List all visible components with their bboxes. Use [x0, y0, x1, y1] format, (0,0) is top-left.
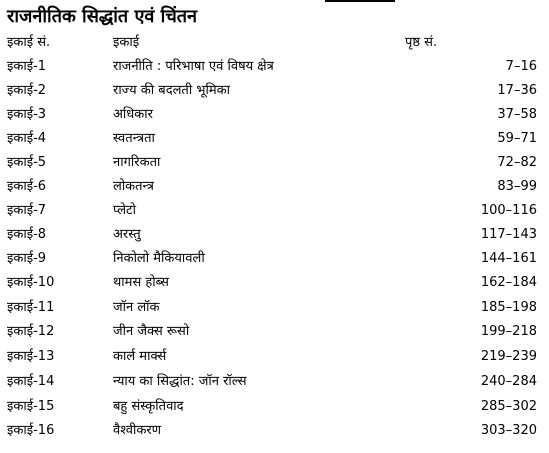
unit-title: कार्ल मार्क्स — [113, 349, 167, 364]
unit-title: अधिकार — [113, 107, 153, 122]
table-row — [0, 347, 549, 371]
page-range: 83–99 — [497, 179, 537, 194]
unit-number: इकाई-10 — [7, 275, 55, 290]
unit-number: इकाई-14 — [7, 374, 55, 389]
page-range: 199–218 — [480, 324, 537, 339]
unit-number: इकाई-8 — [7, 227, 47, 242]
unit-title: प्लेटो — [113, 203, 136, 218]
header-unit: इकाई — [113, 35, 140, 50]
unit-number: इकाई-3 — [7, 107, 47, 122]
page-range: 240–284 — [480, 374, 537, 389]
unit-number: इकाई-4 — [7, 131, 47, 146]
page-range: 59–71 — [497, 131, 537, 146]
table-row — [0, 372, 549, 396]
page-range: 117–143 — [480, 227, 537, 242]
top-rule — [325, 0, 395, 2]
unit-title: निकोलो मैकियावली — [113, 251, 205, 266]
table-row — [0, 81, 549, 105]
page-range: 144–161 — [480, 251, 537, 266]
table-row — [0, 129, 549, 153]
page-range: 17–36 — [497, 83, 537, 98]
unit-number: इकाई-15 — [7, 399, 55, 414]
unit-number: इकाई-16 — [7, 423, 55, 438]
unit-title: अरस्तु — [113, 227, 141, 242]
table-row — [0, 249, 549, 273]
table-row — [0, 57, 549, 81]
page-range: 162–184 — [480, 275, 537, 290]
unit-title: लोकतन्त्र — [113, 179, 154, 194]
page-range: 37–58 — [497, 107, 537, 122]
page-range: 100–116 — [480, 203, 537, 218]
unit-number: इकाई-9 — [7, 251, 47, 266]
unit-title: जॉन लॉक — [113, 300, 160, 315]
page-range: 285–302 — [480, 399, 537, 414]
table-row — [0, 153, 549, 177]
table-row — [0, 421, 549, 445]
unit-title: नागरिकता — [113, 155, 161, 170]
unit-title: स्वतन्त्रता — [113, 131, 155, 146]
page-range: 72–82 — [497, 155, 537, 170]
unit-number: इकाई-12 — [7, 324, 55, 339]
table-row — [0, 105, 549, 129]
unit-title: जीन जैक्स रूसो — [113, 324, 190, 339]
unit-title: राजनीति : परिभाषा एवं विषय क्षेत्र — [113, 59, 274, 74]
unit-title: बहु संस्कृतिवाद — [113, 399, 184, 414]
unit-title: थामस होब्स — [113, 275, 169, 290]
unit-title: राज्य की बदलती भूमिका — [113, 83, 230, 98]
unit-title: न्याय का सिद्धांत: जॉन रॉल्स — [113, 374, 247, 389]
table-row — [0, 225, 549, 249]
table-row — [0, 298, 549, 322]
unit-number: इकाई-5 — [7, 155, 47, 170]
unit-title: वैश्वीकरण — [113, 423, 162, 438]
header-unit-no: इकाई सं. — [7, 35, 51, 50]
page-range: 303–320 — [480, 423, 537, 438]
unit-number: इकाई-1 — [7, 59, 47, 74]
table-header — [0, 33, 549, 57]
table-row — [0, 322, 549, 346]
table-row — [0, 397, 549, 421]
unit-number: इकाई-2 — [7, 83, 47, 98]
unit-number: इकाई-7 — [7, 203, 47, 218]
table-row — [0, 177, 549, 201]
unit-number: इकाई-13 — [7, 349, 55, 364]
header-page-no: पृष्ठ सं. — [405, 35, 438, 50]
unit-number: इकाई-6 — [7, 179, 47, 194]
page-title: राजनीतिक सिद्धांत एवं चिंतन — [7, 6, 198, 27]
table-row — [0, 201, 549, 225]
table-row — [0, 273, 549, 297]
page-range: 219–239 — [480, 349, 537, 364]
unit-number: इकाई-11 — [7, 300, 55, 315]
page-range: 7–16 — [505, 59, 537, 74]
page-range: 185–198 — [480, 300, 537, 315]
